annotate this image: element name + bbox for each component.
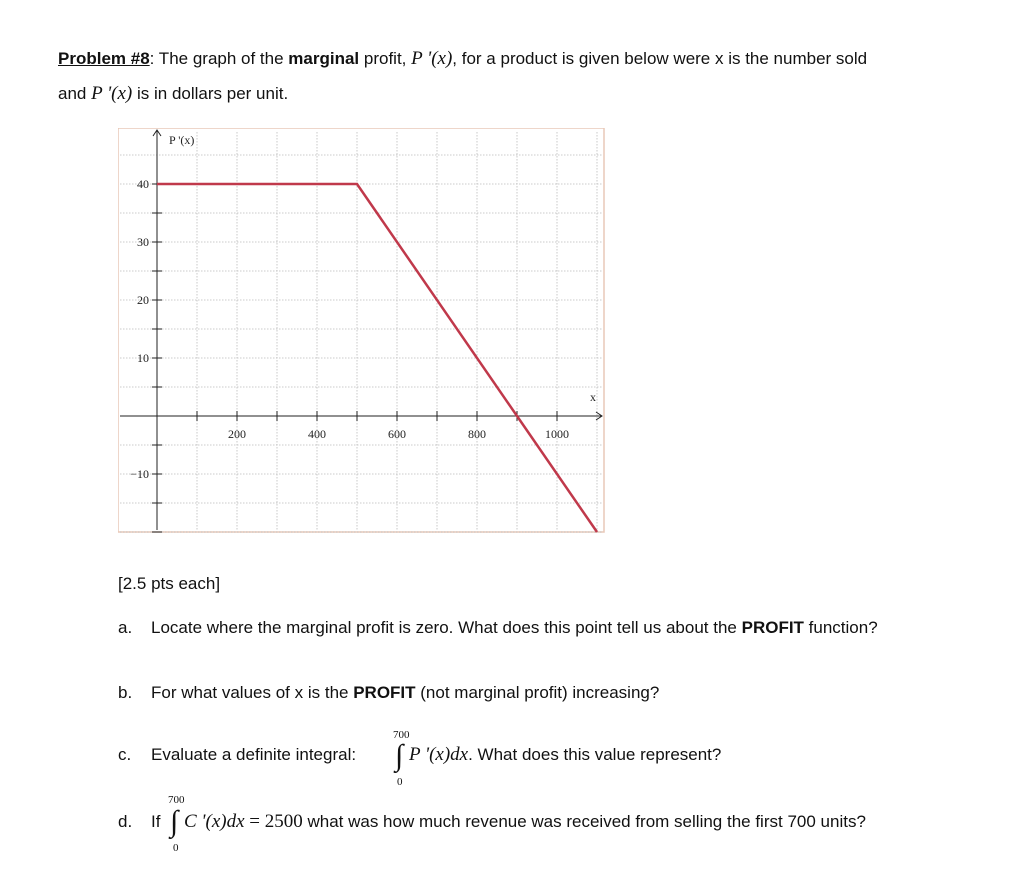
integrand-d: C '(x)dx bbox=[184, 811, 245, 832]
integral-c-upper: 700 bbox=[393, 729, 410, 741]
integral-d-expression bbox=[184, 811, 866, 833]
problem-statement-line2 bbox=[58, 83, 288, 105]
marginal-profit-graph bbox=[118, 128, 608, 534]
question-b-bold: PROFIT bbox=[353, 683, 416, 702]
integrand-c: P '(x)dx bbox=[409, 744, 469, 765]
x-tick-label: 400 bbox=[308, 427, 326, 441]
marginal-profit-function: P '(x) bbox=[411, 48, 453, 69]
y-tick-label: 30 bbox=[137, 235, 149, 249]
x-tick-label: 1000 bbox=[545, 427, 569, 441]
intro-tail: , for a product is given below were x is the number sold bbox=[452, 49, 868, 68]
problem-statement-line1 bbox=[58, 48, 867, 70]
marginal-word: marginal bbox=[288, 49, 360, 68]
question-d bbox=[118, 811, 160, 833]
integral-d-equals: = 2500 bbox=[244, 811, 303, 832]
x-tick-label: 600 bbox=[388, 427, 406, 441]
question-c-text: Evaluate a definite integral: bbox=[151, 745, 357, 764]
y-axis-label: P '(x) bbox=[169, 133, 195, 147]
line2-before: and bbox=[58, 84, 92, 103]
question-d-after: what was how much revenue was received from selling the first 700 units? bbox=[302, 812, 866, 831]
y-tick-label: 40 bbox=[137, 177, 149, 191]
y-tick-label: 20 bbox=[137, 293, 149, 307]
x-axis-label: x bbox=[590, 390, 596, 404]
line2-function: P '(x) bbox=[91, 83, 133, 104]
x-tick-label: 200 bbox=[228, 427, 246, 441]
question-c-letter: c. bbox=[118, 745, 132, 764]
question-d-letter: d. bbox=[118, 812, 133, 831]
points-note: [2.5 pts each] bbox=[118, 574, 221, 593]
question-a-after: function? bbox=[803, 618, 878, 637]
question-a-letter: a. bbox=[118, 618, 133, 637]
problem-label: Problem #8 bbox=[58, 49, 150, 68]
question-d-text: If bbox=[151, 812, 161, 831]
integral-c-expression bbox=[409, 744, 721, 766]
problem-colon: : bbox=[149, 49, 155, 68]
intro-before: The graph of the bbox=[154, 49, 289, 68]
y-tick-label: 10 bbox=[137, 351, 149, 365]
question-a-text: Locate where the marginal profit is zero. What does this point tell us about the bbox=[151, 618, 742, 637]
line2-after: is in dollars per unit. bbox=[132, 84, 289, 103]
question-b-letter: b. bbox=[118, 683, 133, 702]
question-b bbox=[118, 682, 659, 704]
integral-d-lower: 0 bbox=[173, 842, 179, 854]
y-tick-label: −10 bbox=[130, 467, 149, 481]
intro-after: profit, bbox=[359, 49, 412, 68]
question-b-after: (not marginal profit) increasing? bbox=[415, 683, 660, 702]
integral-d-sign: ∫ bbox=[170, 805, 179, 838]
question-a-bold: PROFIT bbox=[741, 618, 804, 637]
question-a bbox=[118, 617, 878, 639]
x-tick-label: 800 bbox=[468, 427, 486, 441]
integral-c-lower: 0 bbox=[397, 776, 403, 788]
integral-d-upper: 700 bbox=[168, 794, 185, 806]
integral-c-sign: ∫ bbox=[395, 739, 404, 772]
question-c bbox=[118, 744, 356, 766]
question-c-after: . What does this value represent? bbox=[468, 745, 722, 764]
question-b-text: For what values of x is the bbox=[151, 683, 354, 702]
